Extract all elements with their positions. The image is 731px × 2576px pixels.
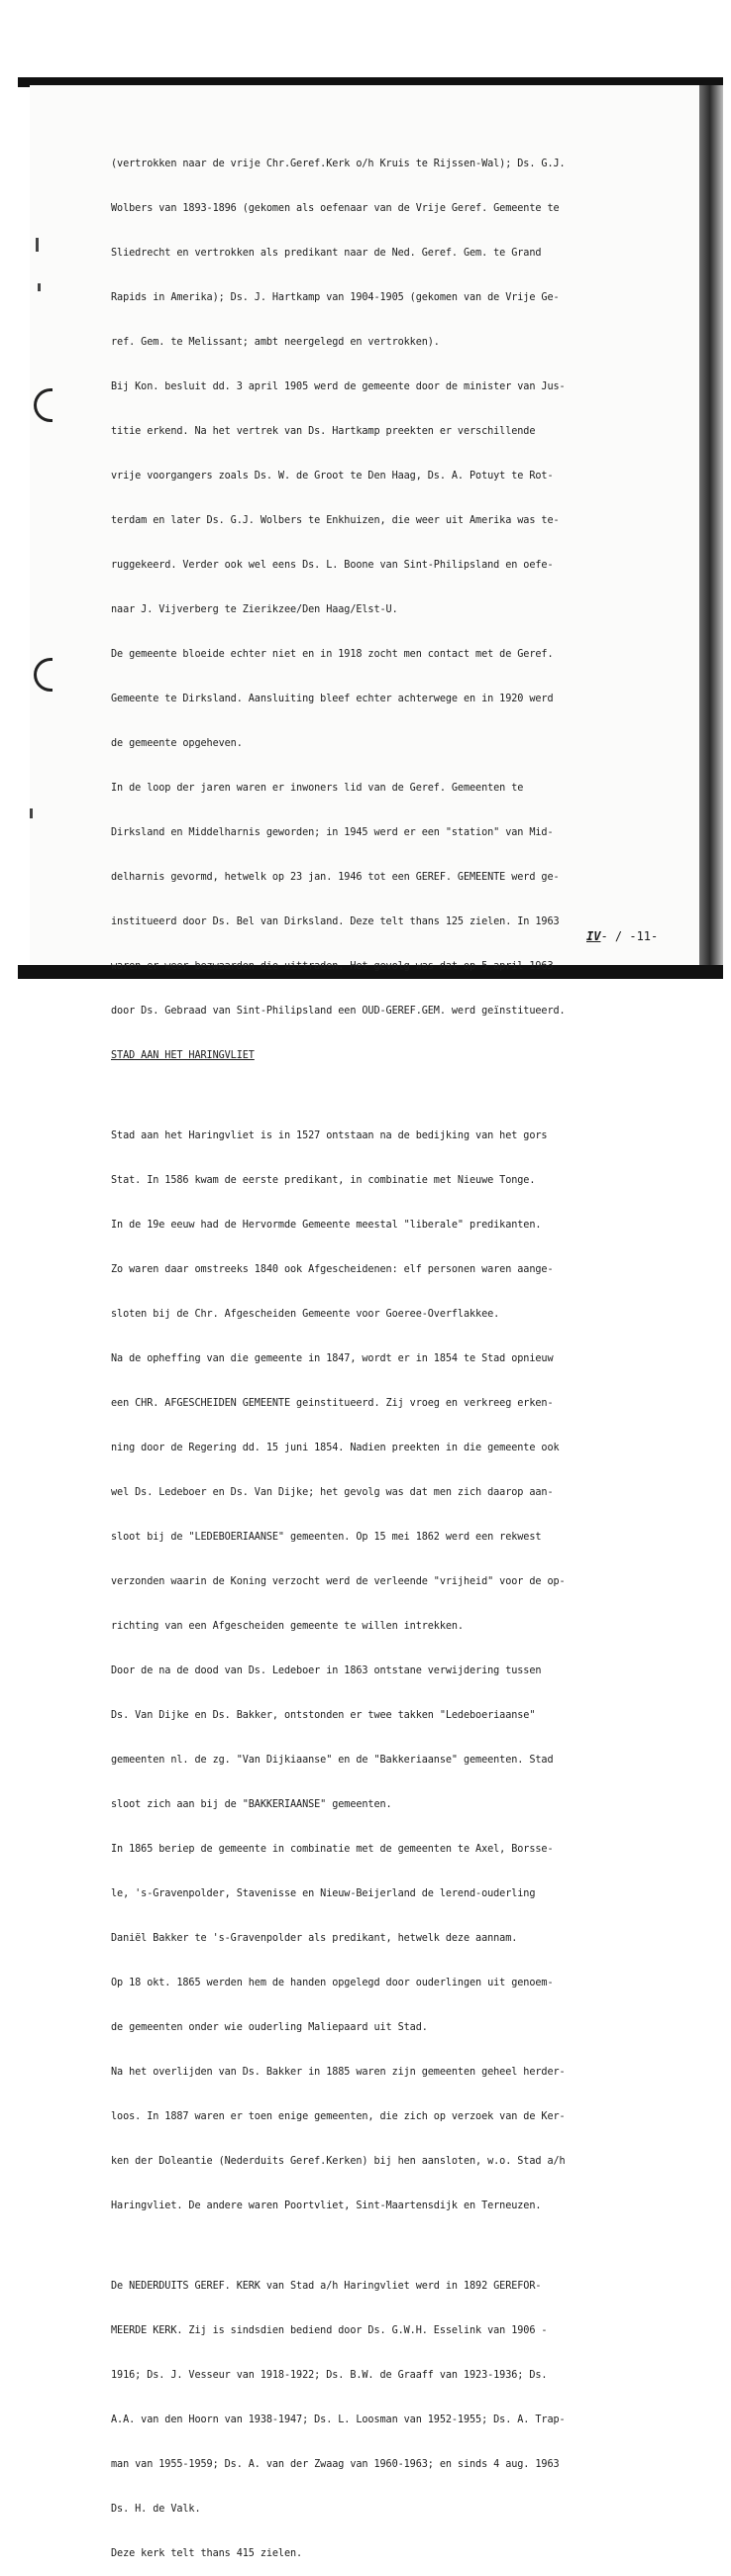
text-line: Rapids in Amerika); Ds. J. Hartkamp van 1904-1905 (gekomen van de Vrije Ge-: [111, 292, 560, 303]
text-line: In de loop der jaren waren er inwoners lid van de Geref. Gemeenten te: [111, 783, 524, 794]
text-line: MEERDE KERK. Zij is sindsdien bediend door Ds. G.W.H. Esselink van 1906 -: [111, 2325, 548, 2336]
text-line: gemeenten nl. de zg. "Van Dijkiaanse" en de "Bakkeriaanse" gemeenten. Stad: [111, 1755, 554, 1766]
text-line: De NEDERDUITS GEREF. KERK van Stad a/h Haringvliet werd in 1892 GEREFOR-: [111, 2281, 542, 2292]
text-line: ning door de Regering dd. 15 juni 1854. Nadien preekten in die gemeente ook: [111, 1443, 560, 1453]
document-body: [111, 127, 699, 2576]
text-line: vrije voorgangers zoals Ds. W. de Groot te Den Haag, Ds. A. Potuyt te Rot-: [111, 471, 554, 482]
text-line: sloot zich aan bij de "BAKKERIAANSE" gemeenten.: [111, 1799, 392, 1810]
text-line: ref. Gem. te Melissant; ambt neergelegd en vertrokken).: [111, 337, 440, 348]
text-line: loos. In 1887 waren er toen enige gemeenten, die zich op verzoek van de Ker-: [111, 2111, 566, 2122]
text-line: Na het overlijden van Ds. Bakker in 1885 waren zijn gemeenten geheel herder-: [111, 2067, 566, 2078]
text-line: Stad aan het Haringvliet is in 1527 ontstaan na de bedijking van het gors: [111, 1130, 548, 1141]
text-line: (vertrokken naar de vrije Chr.Geref.Kerk o/h Kruis te Rijssen-Wal); Ds. G.J.: [111, 159, 566, 169]
text-line: sloten bij de Chr. Afgescheiden Gemeente voor Goeree-Overflakkee.: [111, 1309, 500, 1320]
text-line: de gemeenten onder wie ouderling Maliepaard uit Stad.: [111, 2022, 428, 2033]
page-number: [586, 929, 658, 943]
text-line: naar J. Vijverberg te Zierikzee/Den Haag/Elst-U.: [111, 604, 398, 615]
page-binding-edge: [699, 85, 723, 967]
text-line: richting van een Afgescheiden gemeente te willen intrekken.: [111, 1621, 464, 1632]
text-line: Door de na de dood van Ds. Ledeboer in 1863 ontstane verwijdering tussen: [111, 1665, 542, 1676]
text-line: sloot bij de "LEDEBOERIAANSE" gemeenten. Op 15 mei 1862 werd een rekwest: [111, 1532, 542, 1543]
scan-mark: [36, 238, 39, 252]
text-line: delharnis gevormd, hetwelk op 23 jan. 1946 tot een GEREF. GEMEENTE werd ge-: [111, 872, 560, 883]
text-line: In de 19e eeuw had de Hervormde Gemeente meestal "liberale" predikanten.: [111, 1220, 542, 1231]
text-line: verzonden waarin de Koning verzocht werd de verleende "vrijheid" voor de op-: [111, 1576, 566, 1587]
text-line: Op 18 okt. 1865 werden hem de handen opgelegd door ouderlingen uit genoem-: [111, 1978, 554, 1988]
text-line: Daniël Bakker te 's-Gravenpolder als predikant, hetwelk deze aannam.: [111, 1933, 518, 1944]
text-line: waren er weer bezwaarden die uittraden. Het gevolg was dat op 5 april 1963: [111, 961, 554, 972]
text-line: een CHR. AFGESCHEIDEN GEMEENTE geinstitueerd. Zij vroeg en verkreeg erken-: [111, 1398, 554, 1409]
text-line: Ds. Van Dijke en Ds. Bakker, ontstonden er twee takken "Ledeboeriaanse": [111, 1710, 536, 1721]
text-line: Na de opheffing van die gemeente in 1847, wordt er in 1854 te Stad opnieuw: [111, 1353, 554, 1364]
scan-mark: [38, 283, 41, 291]
text-line: Ds. H. de Valk.: [111, 2504, 201, 2515]
text-line: titie erkend. Na het vertrek van Ds. Hartkamp preekten er verschillende: [111, 426, 536, 437]
text-line: Bij Kon. besluit dd. 3 april 1905 werd de gemeente door de minister van Jus-: [111, 381, 566, 392]
page-number-roman: IV: [586, 929, 601, 943]
text-line: le, 's-Gravenpolder, Stavenisse en Nieuw-Beijerland de lerend-ouderling: [111, 1888, 536, 1899]
text-line: De gemeente bloeide echter niet en in 1918 zocht men contact met de Geref.: [111, 649, 554, 660]
text-line: Dirksland en Middelharnis geworden; in 1945 werd er een "station" van Mid-: [111, 827, 554, 838]
text-line: institueerd door Ds. Bel van Dirksland. Deze telt thans 125 zielen. In 1963: [111, 916, 560, 927]
text-line: 1916; Ds. J. Vesseur van 1918-1922; Ds. B.W. de Graaff van 1923-1936; Ds.: [111, 2370, 548, 2381]
text-line: de gemeente opgeheven.: [111, 738, 243, 749]
text-line: Zo waren daar omstreeks 1840 ook Afgescheidenen: elf personen waren aange-: [111, 1264, 554, 1275]
text-line: door Ds. Gebraad van Sint-Philipsland een OUD-GEREF.GEM. werd geïnstitueerd.: [111, 1006, 566, 1017]
page-number-suffix: - / -11-: [600, 929, 659, 943]
scan-mark: [30, 808, 33, 818]
text-line: A.A. van den Hoorn van 1938-1947; Ds. L. Loosman van 1952-1955; Ds. A. Trap-: [111, 2415, 566, 2425]
text-line: Stat. In 1586 kwam de eerste predikant, in combinatie met Nieuwe Tonge.: [111, 1175, 536, 1186]
text-line: Haringvliet. De andere waren Poortvliet, Sint-Maartensdijk en Terneuzen.: [111, 2200, 542, 2211]
text-line: ruggekeerd. Verder ook wel eens Ds. L. Boone van Sint-Philipsland en oefe-: [111, 560, 554, 571]
text-line: terdam en later Ds. G.J. Wolbers te Enkhuizen, die weer uit Amerika was te-: [111, 515, 560, 526]
text-line: Deze kerk telt thans 415 zielen.: [111, 2548, 303, 2559]
text-line: Sliedrecht en vertrokken als predikant naar de Ned. Geref. Gem. te Grand: [111, 248, 542, 259]
text-line: In 1865 beriep de gemeente in combinatie met de gemeenten te Axel, Borsse-: [111, 1844, 554, 1855]
text-line: ken der Doleantie (Nederduits Geref.Kerken) bij hen aansloten, w.o. Stad a/h: [111, 2156, 566, 2167]
text-line: Gemeente te Dirksland. Aansluiting bleef echter achterwege en in 1920 werd: [111, 694, 554, 704]
text-line: wel Ds. Ledeboer en Ds. Van Dijke; het gevolg was dat men zich daarop aan-: [111, 1487, 554, 1498]
text-line: Wolbers van 1893-1896 (gekomen als oefenaar van de Vrije Geref. Gemeente te: [111, 203, 560, 214]
section-heading: STAD AAN HET HARINGVLIET: [111, 1050, 255, 1061]
text-line: man van 1955-1959; Ds. A. van der Zwaag van 1960-1963; en sinds 4 aug. 1963: [111, 2459, 560, 2470]
